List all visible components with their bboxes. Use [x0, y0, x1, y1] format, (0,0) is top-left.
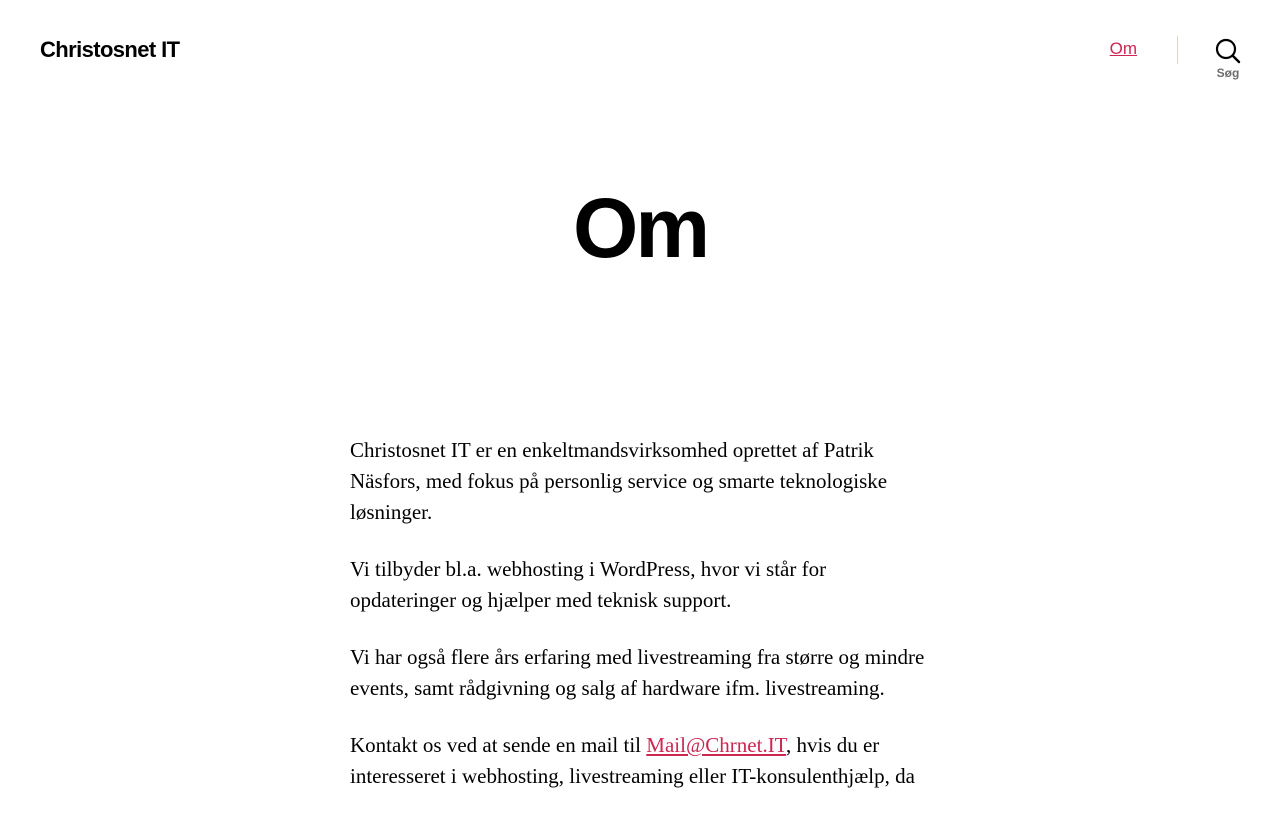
search-icon — [1204, 38, 1252, 64]
contact-text-before: Kontakt os ved at sende en mail til — [350, 733, 647, 757]
search-toggle-button[interactable] — [1204, 36, 1252, 86]
email-link[interactable]: Mail@Chrnet.IT — [646, 733, 786, 757]
search-label: Søg — [1216, 66, 1240, 80]
nav-item-om[interactable]: Om — [1109, 39, 1137, 58]
content-paragraph-contact — [350, 730, 930, 792]
page-content — [350, 435, 930, 818]
contact-text-after: , hvis du er interesseret i webhosting, livestreaming eller IT-konsulenthjælp, da — [350, 733, 915, 788]
content-paragraph: Vi har også flere års erfaring med livestreaming fra større og mindre events, samt rådgivning og salg af hardware ifm. livestreaming. — [350, 645, 925, 700]
content-paragraph: Christosnet IT er en enkeltmandsvirksomhed oprettet af Patrik Näsfors, med fokus på personlig service og smarte teknologiske løsninger. — [350, 438, 888, 524]
content-paragraph: Vi tilbyder bl.a. webhosting i WordPress, hvor vi står for opdateringer og hjælper med teknisk support. — [350, 557, 827, 612]
site-header — [0, 0, 1280, 100]
site-title-link[interactable]: Christosnet IT — [40, 37, 180, 62]
header-divider — [1177, 36, 1178, 64]
page-title: Om — [572, 181, 708, 275]
